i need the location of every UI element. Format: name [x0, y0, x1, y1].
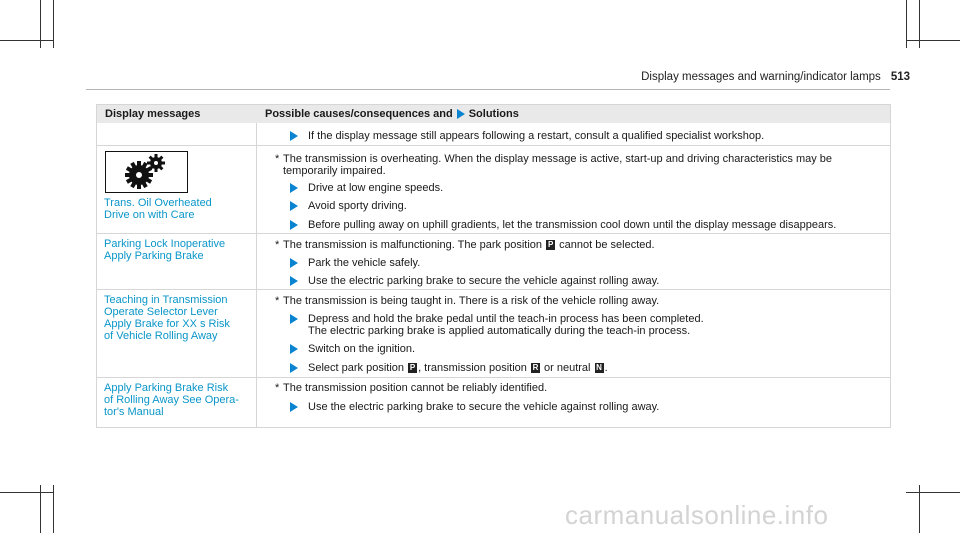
crop-mark	[53, 485, 54, 533]
col-header-causes: Possible causes/consequences and Solutions	[265, 108, 519, 120]
solution-arrow-icon	[290, 276, 298, 286]
crop-mark	[906, 492, 960, 493]
cause-text: The transmission is malfunctioning. The park position P cannot be selected.	[283, 239, 655, 251]
display-message-parking-lock: Parking Lock Inoperative Apply Parking Brake	[104, 238, 226, 262]
display-message-trans-oil: Trans. Oil Overheated Drive on with Care	[104, 197, 212, 221]
footnote-star: *	[275, 295, 280, 307]
footnote-star: *	[275, 239, 280, 251]
footnote-star: *	[275, 382, 280, 394]
solution-step: If the display message still appears following a restart, consult a qualified specialist workshop.	[308, 130, 764, 142]
row-divider	[97, 377, 890, 378]
solution-arrow-icon	[457, 109, 465, 119]
display-message-apply-parking-brake: Apply Parking Brake Risk of Rolling Away See Opera- tor's Manual	[104, 382, 239, 418]
solution-arrow-icon	[290, 258, 298, 268]
solution-step: Before pulling away on uphill gradients, let the transmission cool down until the display message disappears.	[308, 219, 836, 231]
page-header-title: Display messages and warning/indicator lamps	[641, 71, 881, 83]
gear-key-p: P	[409, 363, 416, 373]
page-number: 513	[890, 71, 910, 83]
cause-text: The transmission position cannot be reliably identified.	[283, 382, 548, 394]
column-divider	[256, 123, 257, 427]
crop-mark	[919, 0, 920, 48]
display-message-teaching: Teaching in Transmission Operate Selector Lever Apply Brake for XX s Risk of Vehicle Rolling Away	[104, 294, 230, 342]
solution-arrow-icon	[290, 131, 298, 141]
solution-step: Drive at low engine speeds.	[308, 182, 443, 194]
row-divider	[97, 233, 890, 234]
table-header	[97, 105, 890, 123]
cause-text: The transmission is overheating. When the display message is active, start-up and driving characteristics may be temporarily impaired.	[283, 153, 833, 177]
solution-step: Use the electric parking brake to secure the vehicle against rolling away.	[308, 401, 659, 413]
solution-step: Depress and hold the brake pedal until the teach-in process has been completed. The electric parking brake is applied automatically during the teach-in process.	[308, 313, 704, 337]
cause-text: The transmission is being taught in. There is a risk of the vehicle rolling away.	[283, 295, 660, 307]
transmission-gears-icon	[105, 151, 188, 193]
solution-arrow-icon	[290, 314, 298, 324]
row-divider	[97, 145, 890, 146]
messages-table	[96, 104, 891, 428]
crop-mark	[906, 40, 960, 41]
solution-arrow-icon	[290, 344, 298, 354]
solution-arrow-icon	[290, 402, 298, 412]
page-header	[641, 71, 910, 83]
row-divider	[97, 289, 890, 290]
col-header-display-messages: Display messages	[105, 108, 201, 120]
solution-step: Avoid sporty driving.	[308, 200, 407, 212]
footnote-star: *	[275, 153, 280, 165]
crop-mark	[0, 40, 53, 41]
solution-arrow-icon	[290, 220, 298, 230]
crop-mark	[0, 492, 53, 493]
gear-key-r: R	[532, 363, 539, 373]
solution-step: Use the electric parking brake to secure the vehicle against rolling away.	[308, 275, 659, 287]
solution-arrow-icon	[290, 363, 298, 373]
crop-mark	[53, 0, 54, 48]
solution-step: Park the vehicle safely.	[308, 257, 420, 269]
gear-key-p: P	[547, 240, 554, 250]
header-rule	[86, 89, 890, 90]
gear-key-n: N	[596, 363, 602, 373]
watermark: carmanualsonline.info	[565, 500, 829, 530]
solution-arrow-icon	[290, 183, 298, 193]
solution-step: Select park position P , transmission position R or neutral N .	[308, 362, 608, 374]
solution-step: Switch on the ignition.	[308, 343, 415, 355]
solution-arrow-icon	[290, 201, 298, 211]
